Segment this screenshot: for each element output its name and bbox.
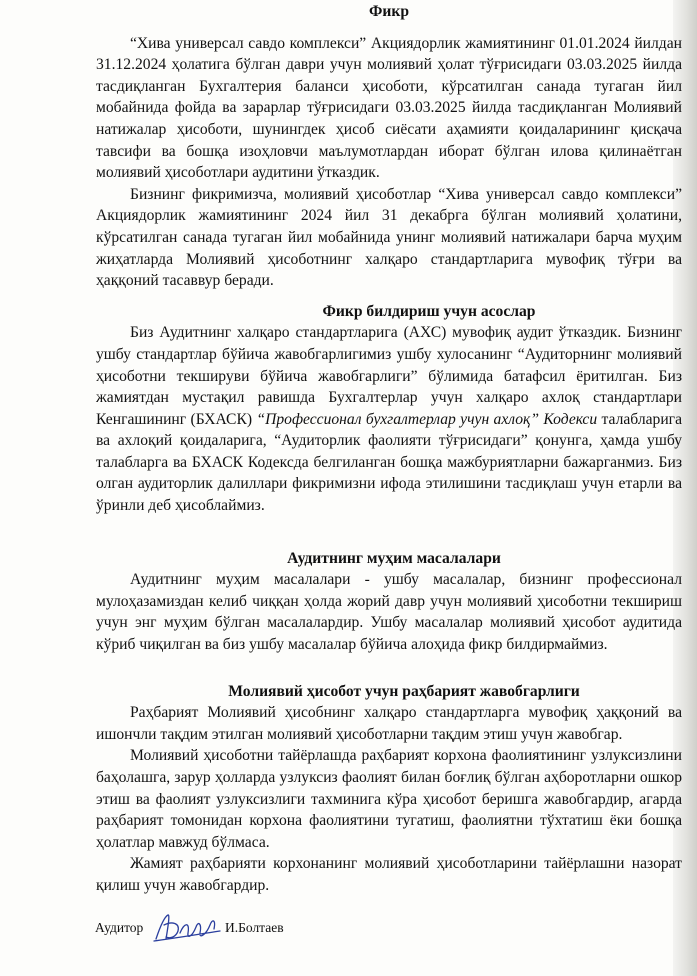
auditor-name: И.Болтаев (225, 920, 284, 935)
management-paragraph-1: Раҳбарият Молиявий ҳисобнинг халқаро стандартларга мувофиқ ҳаққоний ва ишончли тақдим этилган молиявий ҳисоботларни тақдим этиш учун жавобгар. (96, 704, 682, 743)
signature-block (95, 915, 495, 955)
basis-text-start: Биз Аудитнинг халқаро стандартларига (АХС) мувофиқ аудит ўтказдик. Бизнинг ушбу стандартлар бўйича жавобгарлигимиз ушбу хулосанинг “Аудиторнинг молиявий ҳисоботни текшируви бўйича жавобгарлиги” бўлимида батафсил ёритилган. Биз жамиятдан мустақил равишда Бухгалтерлар учун халқаро ахлоқ стандартлари Кенгашининг (БХАСК) (96, 324, 682, 428)
ethics-code-title: “Профессионал бухгалтерлар учун ахлоқ” Кодекси (256, 410, 598, 428)
basis-text-end: талабларига ва ахлоқий қоидаларига, “Аудиторлик фаолияти тўғрисидаги” қонунга, ҳамда ушбу талабларга ва БХАСК Кодексда белгиланган бошқа мажбуриятларни бажарганмиз. Биз олган аудиторлик далиллари фикримизни ифода этилишини тасдиқлаш учун етарли ва ўринли деб ҳисоблаймиз. (96, 410, 682, 515)
management-paragraph-3: Жамият раҳбарияти корхонанинг молиявий ҳисоботларини тайёрлашни назорат қилиш учун жавобгардир. (96, 855, 682, 894)
opinion-paragraph-2: Бизнинг фикримизча, молиявий ҳисоботлар “Хива универсал савдо комплекси” Акциядорлик жамиятининг 2024 йил 31 декабрга бўлган молиявий ҳолатини, кўрсатилган санада тугаган йил мобайнида унинг молиявий натижалари барча муҳим жиҳатларда Молиявий ҳисоботнинг халқаро стандартларига мувофиқ тўғри ва ҳаққоний тасаввур беради. (96, 185, 682, 290)
management-heading: Молиявий ҳисобот учун раҳбарият жавобгарлиги (228, 682, 580, 700)
key-matters-paragraph: Аудитнинг муҳим масалалари - ушбу масалалар, бизнинг профессионал мулоҳазамиздан келиб чиққан ҳолда жорий давр учун молиявий ҳисоботни текшириш учун энг муҳим бўлган масалалардир. Ушбу масалалар молиявий ҳисобот аудитида кўриб чиқилган ва биз ушбу масалалар бўйича алоҳида фикр билдирмаймиз. (96, 571, 682, 654)
basis-paragraph (96, 322, 682, 516)
opinion-heading: Фикр (368, 3, 410, 20)
key-matters-heading: Аудитнинг муҳим масалалари (287, 549, 501, 567)
handwritten-signature (150, 909, 222, 949)
management-paragraph-2: Молиявий ҳисоботни тайёрлашда раҳбарият корхона фаолиятининг узлуксизлини баҳолашга, зарур ҳолларда узлуксиз фаолият билан боғлиқ бўлган аҳборотларни ошкор этиш ва фаолият узлуксизлиги тахминига кўра ҳисобот беришга жавобгардир, агарда раҳбарият томонидан корхона фаолиятини тугатиш, фаолиятни тўхтатиш ёки бошқа ҳолатлар мавжуд бўлмаса. (96, 747, 682, 851)
basis-heading: Фикр билдириш учун асослар (322, 302, 536, 320)
auditor-label: Аудитор (95, 920, 144, 935)
opinion-paragraph-1: “Хива универсал савдо комплекси” Акциядорлик жамиятининг 01.01.2024 йилдан 31.12.2024 ҳолатига бўлган даври учун молиявий ҳолат тўғрисидаги 03.03.2025 йилда тасдиқланган Бухгалтерия баланси ҳисоботи, кўрсатилган санада тугаган йил мобайнида фойда ва зарарлар тўғрисидаги 03.03.2025 йилда тасдиқланган Молиявий натижалар ҳисоботи, шунингдек ҳисоб сиёсати аҳамияти қоидаларининг қисқача тавсифи ва бошқа изоҳловчи маълумотлардан иборат бўлган илова қилинаётган молиявий ҳисоботлари аудитини ўтказдик. (96, 34, 682, 182)
document-page (96, 0, 682, 897)
